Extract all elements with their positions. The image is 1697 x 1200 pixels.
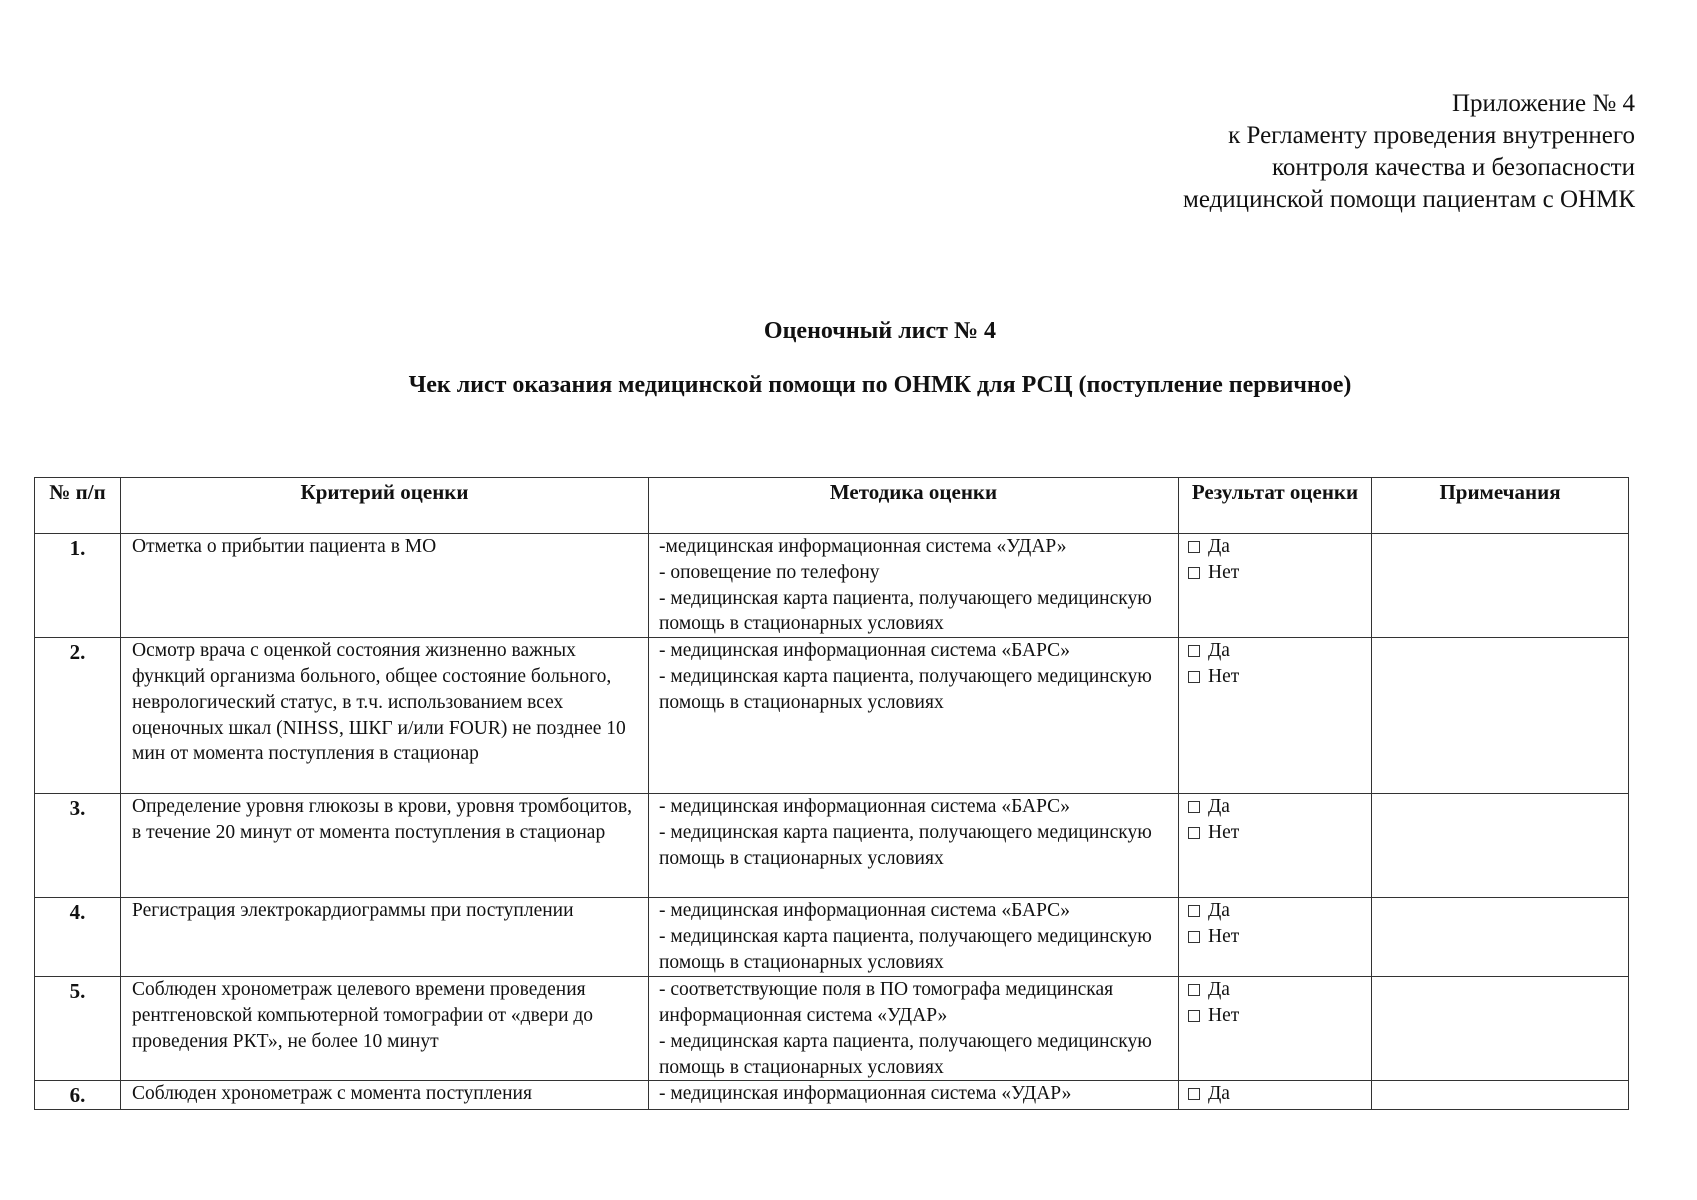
- row-notes[interactable]: [1372, 638, 1629, 794]
- result-yes-label: Да: [1208, 979, 1230, 1001]
- header-method: Методика оценки: [649, 478, 1179, 534]
- result-yes-label: Да: [1208, 536, 1230, 557]
- result-option-yes[interactable]: [1185, 898, 1365, 924]
- appendix-line: медицинской помощи пациентам с ОНМК: [1183, 186, 1635, 213]
- row-notes[interactable]: [1372, 534, 1629, 638]
- table-row: [35, 794, 1629, 898]
- row-result: [1179, 1081, 1372, 1110]
- result-yes-label: Да: [1208, 900, 1230, 922]
- result-option-no[interactable]: [1185, 1003, 1365, 1029]
- checkbox-yes[interactable]: [1188, 541, 1200, 553]
- appendix-line: Приложение № 4: [1451, 90, 1635, 117]
- row-criterion: Отметка о прибытии пациента в МО: [121, 534, 649, 638]
- row-number: 5.: [35, 977, 121, 1081]
- result-yes-label: Да: [1208, 1083, 1230, 1105]
- checklist-table: [34, 477, 1629, 1110]
- table-header-row: [35, 478, 1629, 534]
- row-criterion: Осмотр врача с оценкой состояния жизненно важных функций организма больного, общее состояние больного, неврологический статус, в т.ч. использованием всех оценочных шкал (NIHSS, ШКГ и/или FOUR) не позднее 10 мин от момента поступления в стационар: [121, 638, 649, 794]
- checkbox-yes[interactable]: [1188, 1088, 1200, 1100]
- result-no-label: Нет: [1208, 925, 1240, 947]
- table-row: [35, 1081, 1629, 1110]
- header-num-label: № п/п: [49, 480, 106, 504]
- row-notes[interactable]: [1372, 794, 1629, 898]
- table-row: [35, 898, 1629, 977]
- row-notes[interactable]: [1372, 977, 1629, 1081]
- checkbox-no[interactable]: [1188, 1010, 1200, 1022]
- result-option-yes[interactable]: [1185, 1081, 1365, 1107]
- document-title: Оценочный лист № 4: [763, 318, 997, 344]
- row-result: [1179, 534, 1372, 638]
- result-yes-label: Да: [1208, 640, 1230, 662]
- checkbox-yes[interactable]: [1188, 645, 1200, 657]
- row-criterion: Соблюден хронометраж целевого времени проведения рентгеновской компьютерной томографии от «двери до проведения РКТ», не более 10 минут: [121, 977, 649, 1081]
- result-option-no[interactable]: [1185, 820, 1365, 846]
- checkbox-no[interactable]: [1188, 827, 1200, 839]
- row-number: 3.: [35, 794, 121, 898]
- appendix-line: контроля качества и безопасности: [1271, 154, 1635, 181]
- header-notes: Примечания: [1372, 478, 1629, 534]
- row-number: 6.: [35, 1081, 121, 1110]
- row-criterion: Регистрация электрокардиограммы при поступлении: [121, 898, 649, 977]
- checkbox-yes[interactable]: [1188, 801, 1200, 813]
- result-no-label: Нет: [1208, 1004, 1240, 1026]
- result-option-yes[interactable]: [1185, 638, 1365, 664]
- checkbox-yes[interactable]: [1188, 905, 1200, 917]
- result-no-label: Нет: [1208, 665, 1240, 687]
- row-method: - медицинская информационная система «УДАР»: [649, 1081, 1179, 1110]
- table-row: [35, 534, 1629, 638]
- checkbox-no[interactable]: [1188, 567, 1200, 579]
- row-method: - соответствующие поля в ПО томографа медицинская информационная система «УДАР» - медицинская карта пациента, получающего медицинскую помощь в стационарных условиях: [649, 977, 1179, 1081]
- checkbox-yes[interactable]: [1188, 984, 1200, 996]
- checkbox-no[interactable]: [1188, 671, 1200, 683]
- result-option-yes[interactable]: [1185, 534, 1365, 560]
- row-criterion: Определение уровня глюкозы в крови, уровня тромбоцитов, в течение 20 минут от момента поступления в стационар: [121, 794, 649, 898]
- result-no-label: Нет: [1208, 821, 1240, 843]
- header-criterion: Критерий оценки: [121, 478, 649, 534]
- row-result: [1179, 898, 1372, 977]
- row-method: - медицинская информационная система «БАРС» - медицинская карта пациента, получающего медицинскую помощь в стационарных условиях: [649, 898, 1179, 977]
- appendix-line: к Регламенту проведения внутреннего: [1228, 122, 1635, 149]
- result-option-yes[interactable]: [1185, 794, 1365, 820]
- row-number: 1.: [35, 534, 121, 638]
- row-number: 2.: [35, 638, 121, 794]
- result-option-yes[interactable]: [1185, 977, 1365, 1003]
- row-result: [1179, 977, 1372, 1081]
- row-result: [1179, 638, 1372, 794]
- header-result: Результат оценки: [1179, 478, 1372, 534]
- row-criterion: Соблюден хронометраж с момента поступления: [121, 1081, 649, 1110]
- table-row: [35, 638, 1629, 794]
- row-method: - медицинская информационная система «БАРС» - медицинская карта пациента, получающего медицинскую помощь в стационарных условиях: [649, 638, 1179, 794]
- row-number: 4.: [35, 898, 121, 977]
- row-method: - медицинская информационная система «БАРС» - медицинская карта пациента, получающего медицинскую помощь в стационарных условиях: [649, 794, 1179, 898]
- table-row: [35, 977, 1629, 1081]
- result-no-label: Нет: [1208, 561, 1240, 583]
- header-num: [35, 478, 121, 534]
- result-option-no[interactable]: [1185, 664, 1365, 690]
- row-result: [1179, 794, 1372, 898]
- result-option-no[interactable]: [1185, 924, 1365, 950]
- checkbox-no[interactable]: [1188, 931, 1200, 943]
- result-option-no[interactable]: [1185, 560, 1365, 586]
- appendix-header: [1183, 88, 1635, 216]
- row-notes[interactable]: [1372, 898, 1629, 977]
- document-subtitle: Чек лист оказания медицинской помощи по ОНМК для РСЦ (поступление первичное): [408, 372, 1352, 398]
- row-method: -медицинская информационная система «УДАР» - оповещение по телефону - медицинская карта пациента, получающего медицинскую помощь в стационарных условиях: [649, 534, 1179, 638]
- row-notes[interactable]: [1372, 1081, 1629, 1110]
- result-yes-label: Да: [1208, 796, 1230, 818]
